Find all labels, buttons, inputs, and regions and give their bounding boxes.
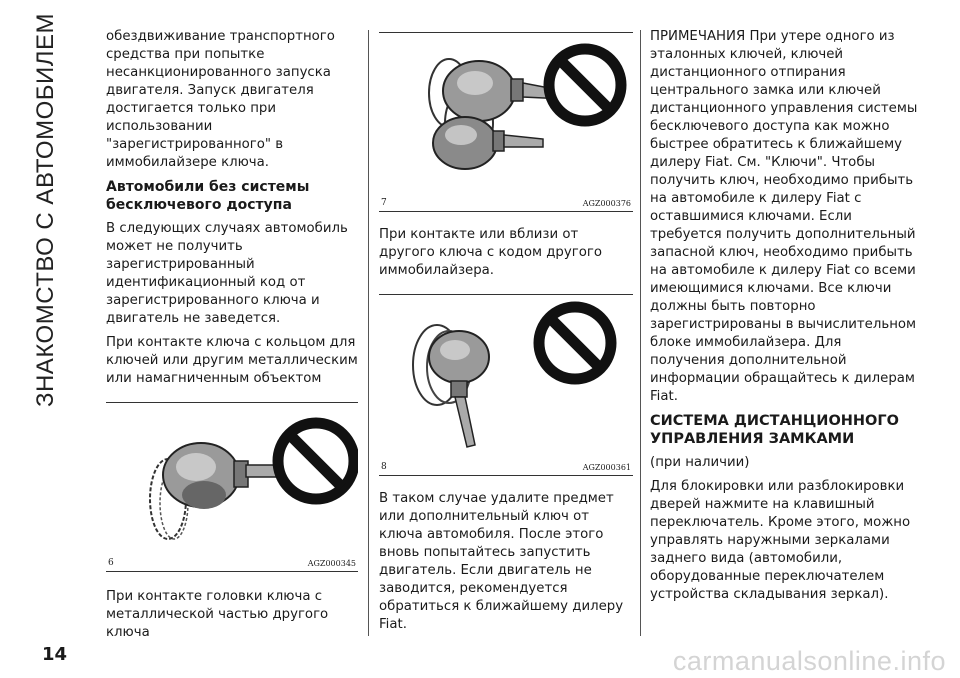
section-side-title (24, 12, 68, 408)
subheading-no-keyless: Автомобили без системы бесключевого доступа (106, 179, 310, 213)
paragraph: (при наличии) (650, 455, 750, 470)
figure-code: AGZ000345 (307, 559, 356, 568)
page-number: 14 (42, 644, 68, 665)
note-paragraph: ПРИМЕЧАНИЯ При утере одного из эталонных ключей, ключей дистанционного отпирания центрального замка или ключей дистанционного управления системы бесключевого доступа как можно быстрее обратитесь к ближайшему дилеру Fiat. См. "Ключи". Чтобы получить ключ, необходимо прибыть на автомобиле к дилеру Fiat с оставшимися ключами. Если требуется получить дополнительный запасной ключ, необходимо прибыть на автомобиле к дилеру Fiat со всеми имеющимися ключами. Все ключи должны быть повторно зарегистрированы в вычислительном блоке иммобилайзера. Для получения дополнительной информации обращайтесь к дилерам Fiat. (650, 29, 918, 404)
section-side-title-text: ЗНАКОМСТВО С АВТОМОБИЛЕМ (32, 12, 59, 408)
paragraph: При контакте ключа с кольцом для ключей или другим металлическим или намагниченным объектом (106, 335, 358, 386)
figure-8 (379, 294, 633, 476)
paragraph: При контакте головки ключа с металлической частью другого ключа (106, 589, 329, 640)
column-right (650, 28, 920, 610)
paragraph: В следующих случаях автомобиль может не получить зарегистрированный идентификационный код от зарегистрированного ключа и двигатель не заведется. (106, 221, 348, 326)
figure-number: 8 (381, 462, 387, 472)
figure-code: AGZ000376 (582, 199, 631, 208)
figure-7 (379, 32, 633, 212)
two-keys-illustration (379, 33, 633, 211)
column-divider (368, 30, 369, 636)
paragraph: Для блокировки или разблокировки дверей нажмите на клавишный переключатель. Кроме этого, можно управлять наружными зеркалами заднего вида (автомобили, оборудованные переключателем устройства складывания зеркал). (650, 479, 911, 602)
paragraph: При контакте или вблизи от другого ключа с кодом другого иммобилайзера. (379, 227, 602, 278)
watermark: carmanualsonline.info (672, 646, 946, 676)
column-middle (379, 28, 633, 640)
column-divider (640, 30, 641, 636)
section-heading-remote-lock: СИСТЕМА ДИСТАНЦИОННОГО УПРАВЛЕНИЯ ЗАМКАМИ (650, 413, 899, 447)
key-ring-illustration (106, 403, 358, 571)
figure-number: 6 (108, 558, 114, 568)
figure-number: 7 (381, 198, 387, 208)
paragraph: В таком случае удалите предмет или дополнительный ключ от ключа автомобиля. После этого вновь попытайтесь запустить двигатель. Если двигатель не заводится, рекомендуется обратиться к ближайшему дилеру Fiat. (379, 491, 624, 632)
key-and-ring-illustration (379, 295, 633, 475)
figure-6 (106, 402, 358, 572)
paragraph: обездвиживание транспортного средства при попытке несанкционированного запуска двигателя. Запуск двигателя достигается только при использовании "зарегистрированного" в иммобилайзере ключа. (106, 29, 335, 170)
figure-code: AGZ000361 (582, 463, 631, 472)
column-left (106, 28, 358, 648)
